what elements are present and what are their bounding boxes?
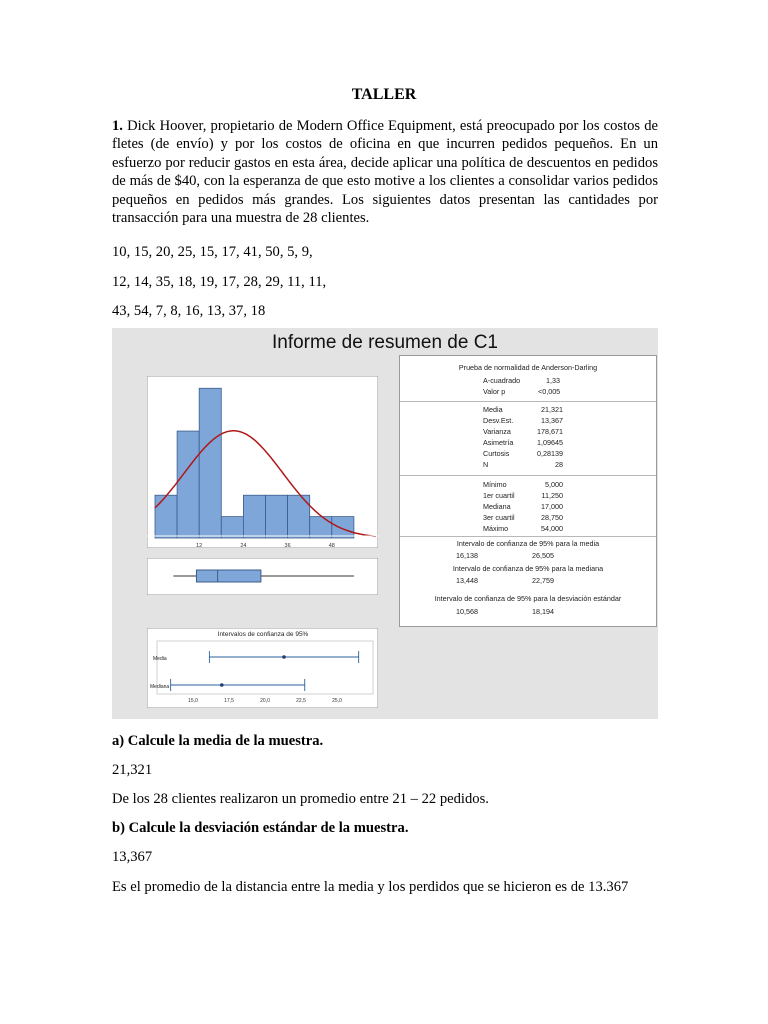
data-line-1: 10, 15, 20, 25, 15, 17, 41, 50, 5, 9, (112, 244, 313, 260)
ci-tick-label: 25,0 (332, 698, 342, 704)
histogram-tick-label: 12 (196, 543, 203, 548)
question-a: a) Calcule la media de la muestra. (112, 733, 324, 749)
answer-b-text: Es el promedio de la distancia entre la media y los perdidos que se hicieron es de 13.367 (112, 879, 629, 895)
stat-row-mean: Media 21,321 (483, 405, 563, 414)
ci-median-low: 13,448 (456, 576, 478, 585)
stat-row-kurt: Curtosis 0,28139 (483, 448, 563, 458)
problem-number: 1. (112, 118, 123, 134)
ci-median-high: 22,759 (532, 576, 554, 585)
ci-point (220, 683, 224, 687)
answer-a-text: De los 28 clientes realizaron un promedio entre 21 – 22 pedidos. (112, 791, 489, 807)
histogram-bar (332, 517, 354, 538)
histogram-tick-label: 36 (284, 543, 291, 548)
ci-sd-header: Intervalo de confianza de 95% para la desviación estándar (434, 594, 622, 603)
ci-mean-low: 16,138 (456, 551, 478, 560)
ci-tick-label: 17,5 (224, 698, 234, 704)
stat-row-skew: Asimetría 1,09645 (483, 437, 563, 447)
histogram-bar (266, 495, 288, 538)
ci-mean-high: 26,505 (532, 551, 554, 560)
quart-row-q1: 1er cuartil 11,250 (483, 491, 563, 500)
page-title: TALLER (351, 86, 417, 103)
stat-row-var: Varianza 178,671 (483, 426, 563, 436)
ci-point (282, 655, 286, 659)
stat-row-n: N 28 (483, 459, 563, 469)
ci-tick-label: 22,5 (296, 698, 306, 704)
histogram-bar (221, 517, 243, 538)
ci-chart-title: Intervalos de confianza de 95% (217, 631, 309, 638)
histogram-chart (147, 376, 378, 548)
boxplot-chart (147, 558, 378, 595)
ci-median-header: Intervalo de confianza de 95% para la mediana (452, 564, 604, 573)
ad-row: Valor p <0,005 (483, 386, 561, 396)
stat-row-sd: Desv.Est. 13,367 (483, 415, 563, 425)
summary-report-figure (112, 328, 658, 719)
ci-label-median: Mediana (150, 684, 170, 690)
stats-table (399, 355, 657, 627)
problem-text: Dick Hoover, propietario de Modern Office Equipment, está preocupado por los costos de fletes (de envío) y por los costos de oficina en que incurren pedidos pequeños. En un esfuerzo por reducir gastos en esta área, decide aplicar una política de descuentos en pedidos de más de $40, con la esperanza de que esto motive a los clientes a consolidar varios pedidos pequeños en pedidos más grandes. Los siguientes datos presentan las cantidades por transacción para una muestra de 28 clientes. (112, 118, 659, 227)
ci-sd-low: 10,568 (456, 607, 478, 616)
quart-row-max: Máximo 54,000 (483, 524, 563, 533)
ci-mean-header: Intervalo de confianza de 95% para la media (456, 539, 600, 548)
report-title: Informe de resumen de C1 (271, 332, 498, 353)
answer-b-value: 13,367 (112, 849, 153, 865)
ci-tick-label: 20,0 (260, 698, 270, 704)
ci-label-mean: Media (153, 656, 167, 662)
box-body (196, 570, 260, 582)
histogram-bar (243, 495, 265, 538)
ad-row: A-cuadrado 1,33 (483, 376, 560, 385)
quart-row-q3: 3er cuartil 28,750 (483, 513, 563, 522)
answer-a-value: 21,321 (112, 762, 153, 778)
histogram-bar (199, 388, 221, 538)
quart-row-median: Mediana 17,000 (483, 502, 563, 511)
problem-paragraph (112, 117, 658, 227)
ci-sd-high: 18,194 (532, 607, 554, 616)
ci-tick-label: 15,0 (188, 698, 198, 704)
histogram-bar (310, 517, 332, 538)
question-b: b) Calcule la desviación estándar de la muestra. (112, 820, 409, 836)
ci-chart (147, 628, 378, 708)
quart-row-min: Mínimo 5,000 (483, 480, 563, 489)
ad-header: Prueba de normalidad de Anderson-Darling (458, 363, 598, 372)
data-line-3: 43, 54, 7, 8, 16, 13, 37, 18 (112, 303, 266, 319)
data-line-2: 12, 14, 35, 18, 19, 17, 28, 29, 11, 11, (112, 274, 327, 290)
histogram-tick-label: 24 (240, 543, 247, 548)
histogram-bar (177, 431, 199, 538)
histogram-bar (155, 495, 177, 538)
histogram-tick-label: 48 (328, 543, 335, 548)
